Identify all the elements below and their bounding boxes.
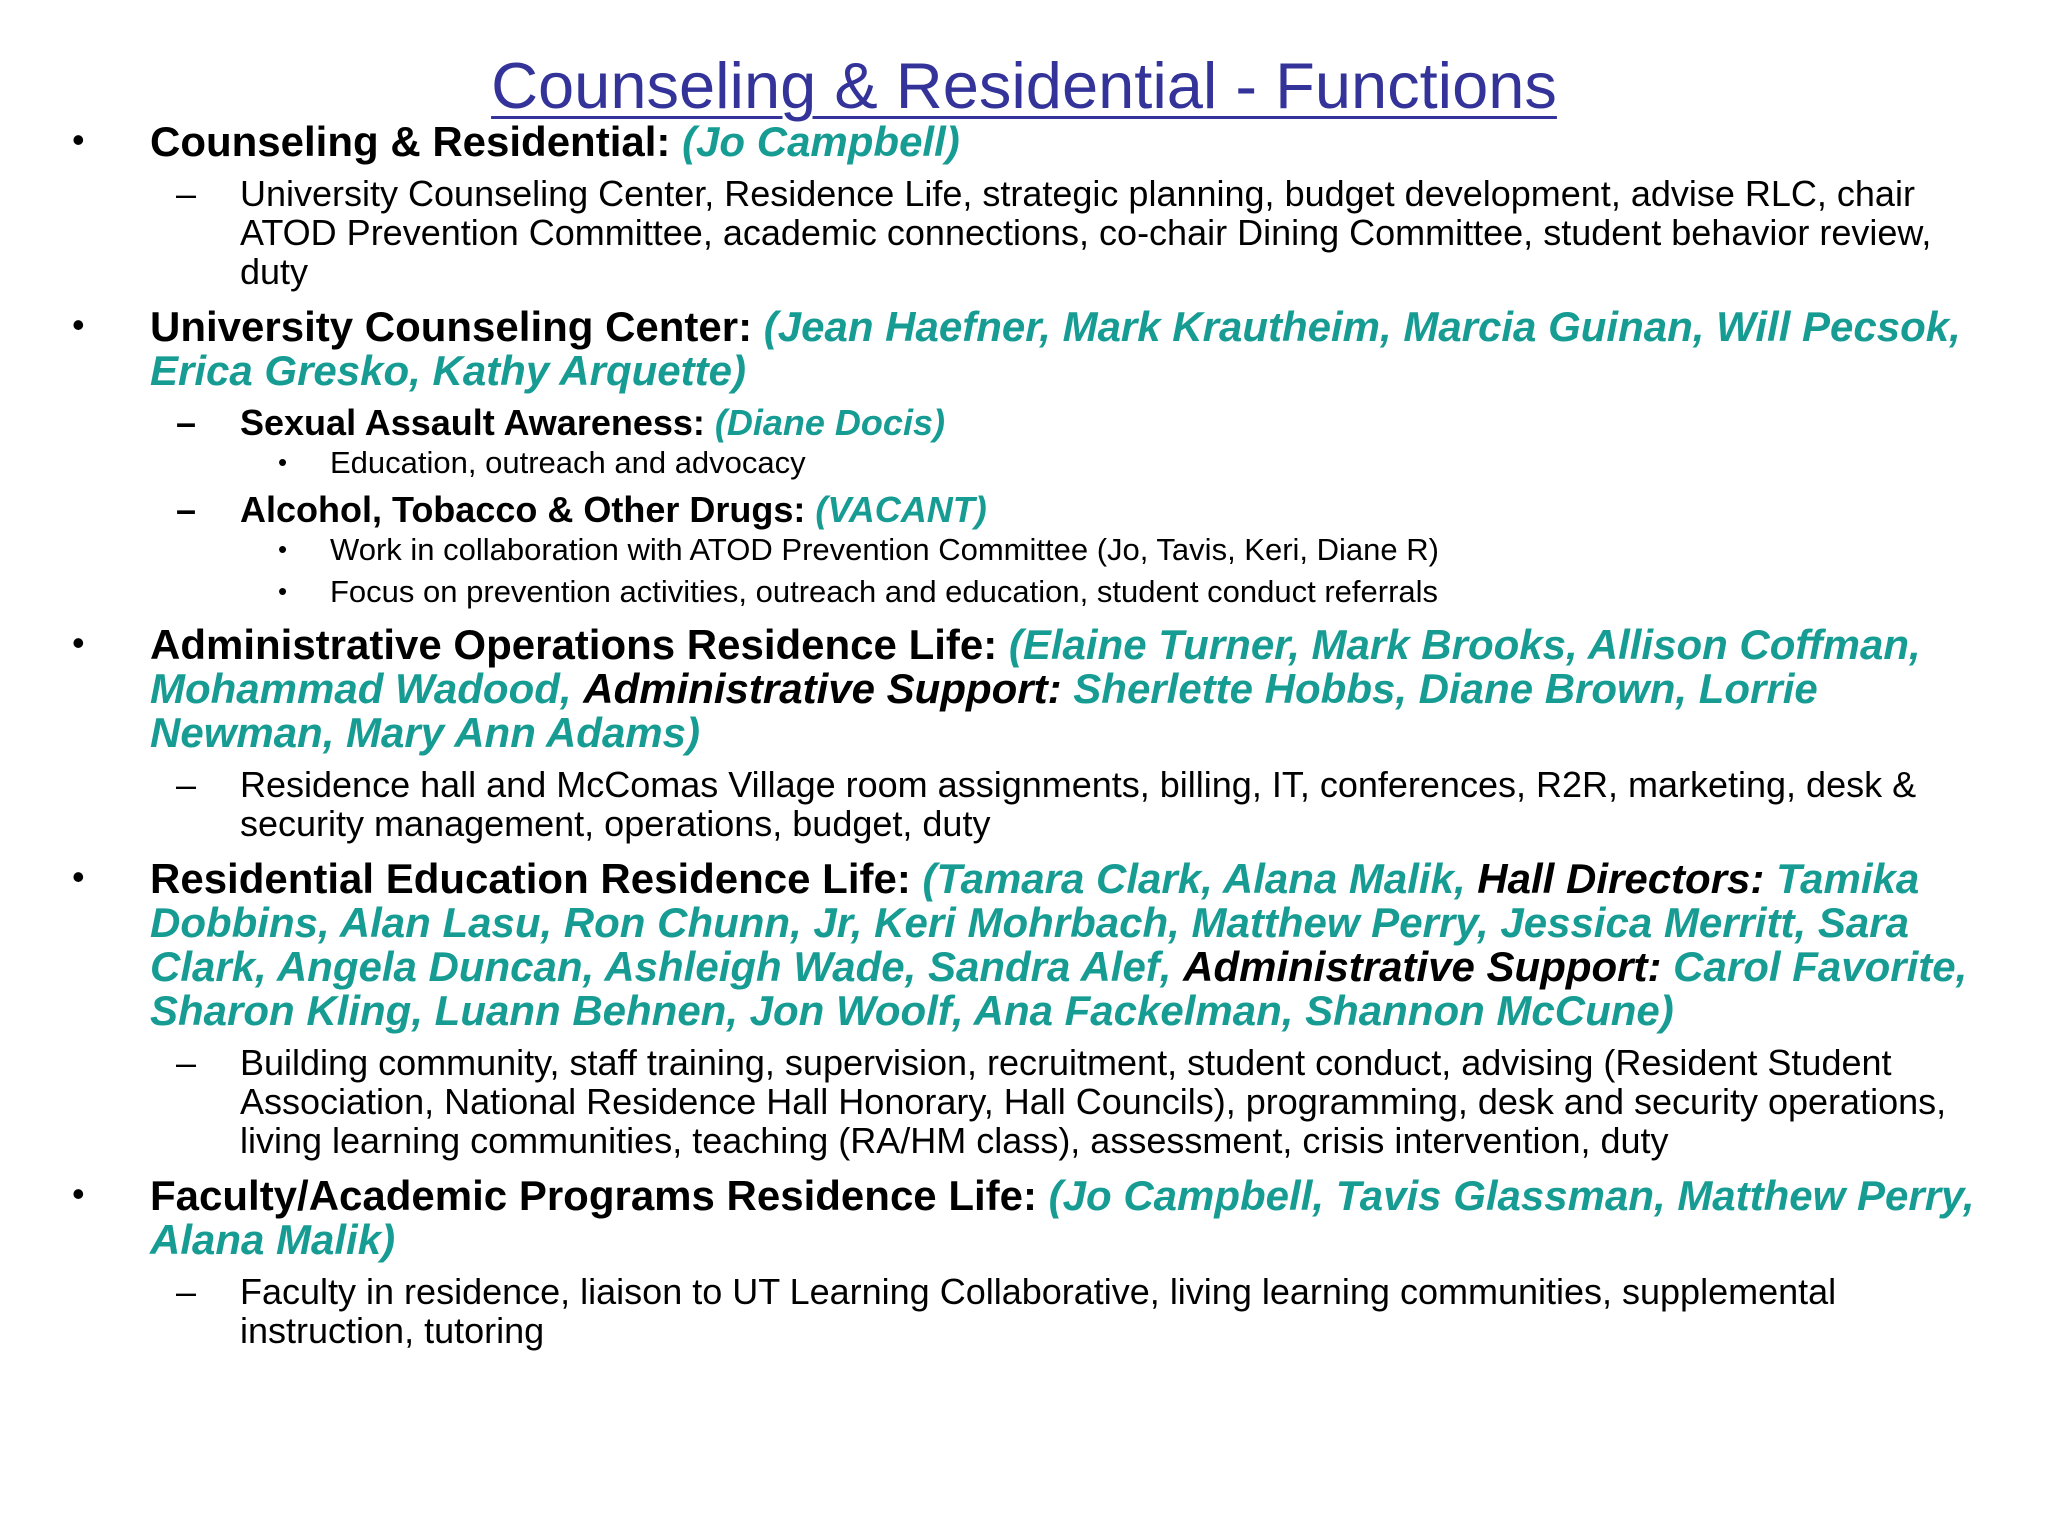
point-text: Focus on prevention activities, outreach and education, student conduct referrals [330,574,1439,609]
sub-item-details [0,765,2048,843]
dash-glyph: – [176,173,197,214]
staff-names: (VACANT) [815,489,987,530]
bullet-university-counseling-center [0,305,2048,393]
sub-item-details [0,1272,2048,1350]
sub-item-details [0,1043,2048,1160]
details-text: Building community, staff training, supervision, recruitment, student conduct, advising (Resident Student Association, National Residence Hall Honorary, Hall Councils), programming, desk and security operations, living learning communities, teaching (RA/HM class), assessment, crisis intervention, duty [240,1042,1947,1161]
point-item [0,529,2048,571]
staff-names: (Diane Docis) [714,402,945,443]
sub-heading: Sexual Assault Awareness: [240,402,705,443]
details-text: Faculty in residence, liaison to UT Learning Collaborative, living learning communities, supplemental instruction, tutoring [240,1271,1837,1351]
section-heading: Residential Education Residence Life: [150,855,911,902]
bullet-glyph: • [72,856,85,897]
staff-names: Tamika Dobbins, Alan Lasu, Ron Chunn, Jr, Keri Mohrbach, Matthew Perry, Jessica Merritt, Sara Clark, Angela Duncan, Ashleigh Wade, Sandra Alef, [150,855,1920,990]
section-heading: Faculty/Academic Programs Residence Life: [150,1172,1037,1219]
dash-glyph: – [176,1042,197,1083]
staff-names: (Elaine Turner, Mark Brooks, Allison Coffman, Mohammad Wadood, [150,621,1921,712]
role-label: Hall Directors: [1477,855,1765,902]
sub-item-details [0,174,2048,291]
bullet-glyph: • [72,304,85,345]
bullet-faculty-academic-programs [0,1174,2048,1262]
staff-names: (Jean Haefner, Mark Krautheim, Marcia Guinan, Will Pecsok, Erica Gresko, Kathy Arquette) [150,303,1961,394]
section-heading: Counseling & Residential: [150,118,671,165]
sub-item-sexual-assault-awareness [0,403,2048,442]
point-text: Education, outreach and advocacy [330,445,806,480]
bullet-administrative-operations [0,623,2048,755]
point-item [0,442,2048,484]
dash-glyph: – [176,402,197,443]
details-text: University Counseling Center, Residence Life, strategic planning, budget development, advise RLC, chair ATOD Prevention Committee, academic connections, co-chair Dining Committee, student behavior review, duty [240,173,1932,292]
bullet-counseling-residential [0,120,2048,164]
staff-names: (Jo Campbell, Tavis Glassman, Matthew Perry, Alana Malik) [150,1172,1975,1263]
details-text: Residence hall and McComas Village room assignments, billing, IT, conferences, R2R, marketing, desk & security management, operations, budget, duty [240,764,1917,844]
slide-content [0,120,2048,1350]
staff-names: (Jo Campbell) [682,118,960,165]
dash-glyph: – [176,489,197,530]
staff-names: (Tamara Clark, Alana Malik, [922,855,1466,902]
sub-heading: Alcohol, Tobacco & Other Drugs: [240,489,806,530]
point-item [0,571,2048,613]
role-label: Administrative Support: [583,665,1062,712]
bullet-glyph: • [72,1173,85,1214]
section-heading: University Counseling Center: [150,303,753,350]
dot-glyph: • [278,534,288,564]
staff-names: Carol Favorite, Sharon Kling, Luann Behnen, Jon Woolf, Ana Fackelman, Shannon McCune) [150,943,1968,1034]
bullet-residential-education [0,857,2048,1033]
dot-glyph: • [278,576,288,606]
dash-glyph: – [176,1271,197,1312]
bullet-glyph: • [72,119,85,160]
dot-glyph: • [278,447,288,477]
staff-names: Sherlette Hobbs, Diane Brown, Lorrie Newman, Mary Ann Adams) [150,665,1818,756]
slide-title: Counseling & Residential - Functions [491,49,1557,122]
role-label: Administrative Support: [1183,943,1662,990]
section-heading: Administrative Operations Residence Life: [150,621,998,668]
bullet-glyph: • [72,622,85,663]
sub-item-atod [0,490,2048,529]
dash-glyph: – [176,764,197,805]
point-text: Work in collaboration with ATOD Prevention Committee (Jo, Tavis, Keri, Diane R) [330,532,1439,567]
